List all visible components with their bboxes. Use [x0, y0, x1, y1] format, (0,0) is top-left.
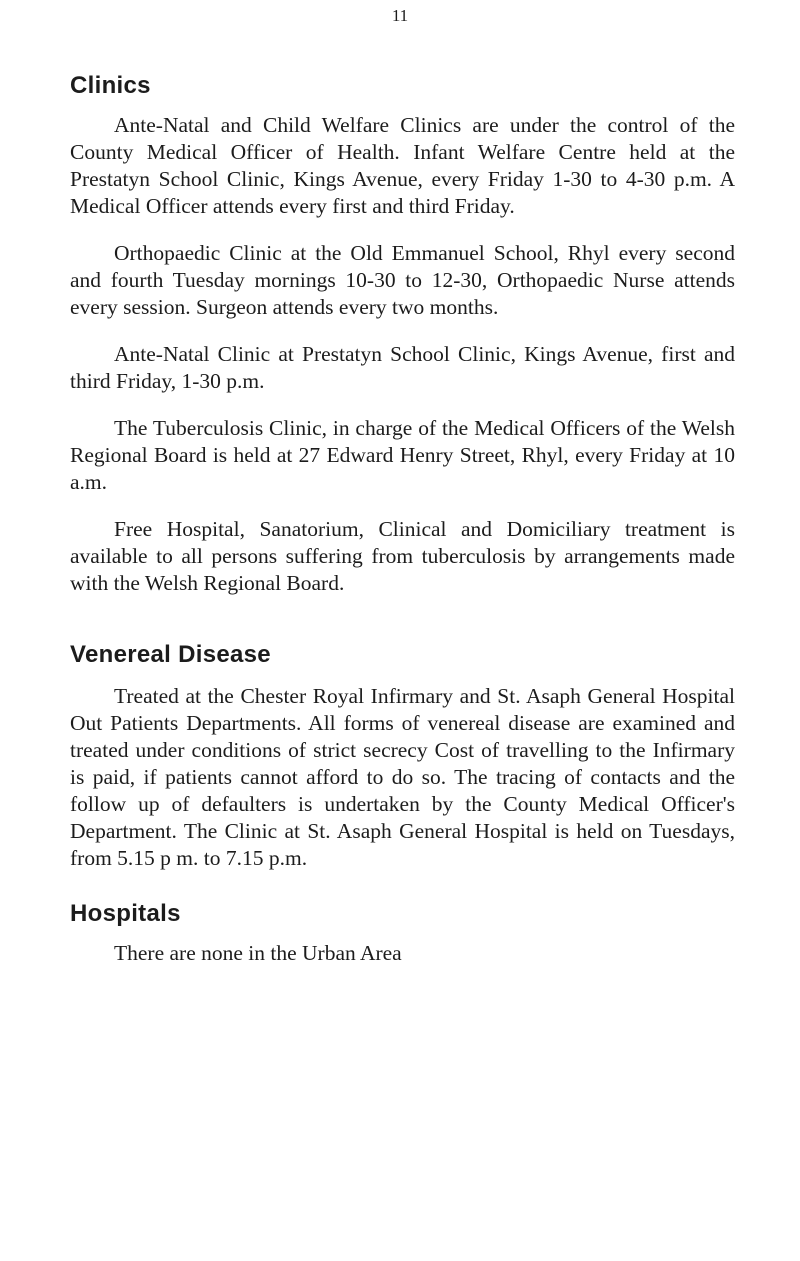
- venereal-disease-paragraph: Treated at the Chester Royal Infirmary and St. Asaph General Hospital Out Patients Departments. All forms of venereal disease are examined and treated under conditions of strict secrecy Cost of travelling to the Infirmary is paid, if patients cannot afford to do so. The tracing of contacts and the follow up of defaulters is undertaken by the County Medical Officer's Department. The Clinic at St. Asaph General Hospital is held on Tuesdays, from 5.15 p m. to 7.15 p.m.: [70, 684, 735, 870]
- clinics-paragraph-5: Free Hospital, Sanatorium, Clinical and Domiciliary treatment is available to all persons suffering from tuberculosis by arrangements made with the Welsh Regional Board.: [70, 517, 735, 595]
- clinics-paragraph-3: Ante-Natal Clinic at Prestatyn School Clinic, Kings Avenue, first and third Friday, 1-30 p.m.: [70, 342, 735, 393]
- clinics-heading: Clinics: [70, 72, 151, 99]
- page-number: 11: [391, 6, 409, 25]
- clinics-paragraph-2: Orthopaedic Clinic at the Old Emmanuel School, Rhyl every second and fourth Tuesday mornings 10-30 to 12-30, Orthopaedic Nurse attends every session. Surgeon attends every two months.: [70, 241, 735, 319]
- hospitals-paragraph: There are none in the Urban Area: [114, 941, 402, 965]
- hospitals-section: [70, 900, 735, 967]
- clinics-section: [70, 72, 735, 597]
- hospitals-heading: Hospitals: [70, 900, 181, 927]
- venereal-disease-section: [70, 641, 735, 872]
- venereal-disease-heading: Venereal Disease: [70, 641, 271, 668]
- clinics-paragraph-1: Ante-Natal and Child Welfare Clinics are under the control of the County Medical Officer of Health. Infant Welfare Centre held at the Prestatyn School Clinic, Kings Avenue, every Friday 1-30 to 4-30 p.m. A Medical Officer attends every first and third Friday.: [70, 113, 735, 218]
- page-content: [70, 72, 735, 967]
- clinics-paragraph-4: The Tuberculosis Clinic, in charge of the Medical Officers of the Welsh Regional Board is held at 27 Edward Henry Street, Rhyl, every Friday at 10 a.m.: [70, 416, 735, 494]
